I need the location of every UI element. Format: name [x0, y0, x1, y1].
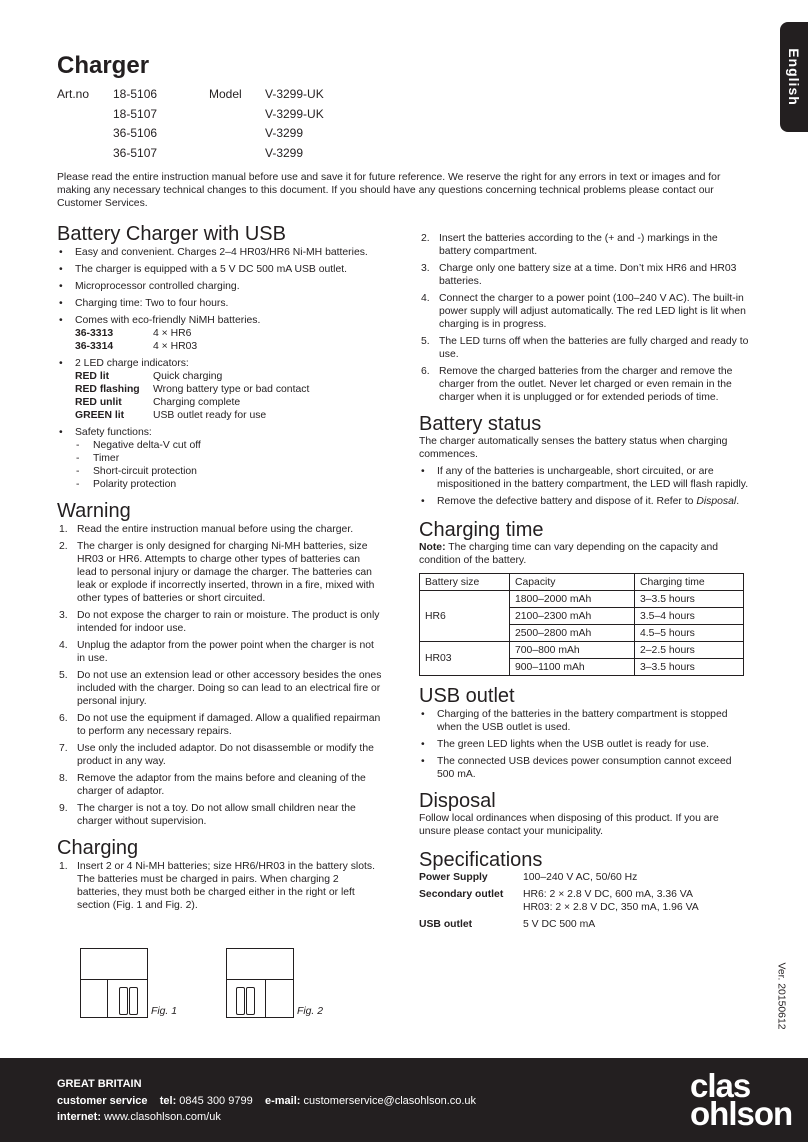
list-item: • Easy and convenient. Charges 2–4 HR03/HR6 Ni-MH batteries.	[57, 246, 382, 259]
safety-label: • Safety functions:	[75, 427, 152, 438]
left-column	[57, 223, 382, 916]
list-item: • Remove the defective battery and dispose of it. Refer to Disposal.	[419, 495, 749, 508]
website-link[interactable]: www.clasohlson.com/uk	[104, 1111, 221, 1123]
charging-time-heading: Charging time	[419, 519, 544, 541]
disposal-heading: Disposal	[419, 790, 496, 812]
specifications-list	[419, 871, 749, 931]
article-row	[57, 144, 324, 164]
art-no: 18-5107	[113, 106, 158, 121]
led-state: RED lit	[75, 371, 110, 382]
time-cell: 3.5–4 hours	[635, 608, 744, 625]
table-row	[420, 591, 744, 608]
eco-value: 4 × HR6	[153, 328, 192, 339]
customer-service-label: customer service	[57, 1095, 148, 1107]
list-item: - Timer	[57, 452, 382, 465]
column-header: Capacity	[510, 574, 635, 591]
battery-icon	[129, 987, 138, 1015]
spec-value: 5 V DC 500 mA	[523, 919, 596, 930]
capacity-cell: 2100–2300 mAh	[510, 608, 635, 625]
list-item: 1. Read the entire instruction manual before using the charger.	[59, 524, 354, 535]
charging-time-table	[419, 573, 744, 676]
time-cell: 4.5–5 hours	[635, 625, 744, 642]
list-item: 5. The LED turns off when the batteries are fully charged and ready to use.	[421, 336, 749, 360]
usb-outlet-heading: USB outlet	[419, 685, 515, 707]
table-row	[420, 642, 744, 659]
charging-time-note: Note: The charging time can vary depending on the capacity and condition of the battery.	[419, 542, 719, 566]
list-item: 6. Do not use the equipment if damaged. Allow a qualified repairman to perform any necessary repairs.	[59, 713, 381, 737]
art-no-label: Art.no	[57, 87, 90, 101]
art-no: 36-5106	[113, 126, 158, 140]
model-no: V-3299-UK	[265, 87, 324, 101]
article-row	[57, 124, 324, 144]
disposal-text: Follow local ordinances when disposing of this product. If you are unsure please contact your municipality.	[419, 813, 719, 837]
list-item: 4. Unplug the adaptor from the power point when the charger is not in use.	[59, 640, 374, 664]
logo-line-2: ohlson	[690, 1095, 793, 1132]
eco-art: 36-3314	[75, 341, 114, 352]
model-no: V-3299	[265, 126, 304, 140]
list-item: 4. Connect the charger to a power point (100–240 V AC). The built-in power supply will adjust automatically. The red LED light is lit when charging is in progress.	[421, 293, 746, 330]
email-label: e-mail:	[264, 1095, 301, 1107]
led-meaning: Charging complete	[153, 397, 241, 408]
list-item: 3. Charge only one battery size at a time. Don’t mix HR6 and HR03 batteries.	[421, 263, 737, 287]
led-state: RED unlit	[75, 397, 122, 408]
list-item: - Negative delta-V cut off	[57, 439, 382, 452]
list-item: 9. The charger is not a toy. Do not allow small children near the charger without supervision.	[59, 803, 356, 827]
capacity-cell: 700–800 mAh	[510, 642, 635, 659]
list-item: • The connected USB devices power consumption cannot exceed 500 mA.	[419, 755, 749, 781]
specifications-heading: Specifications	[419, 849, 543, 871]
eco-value: 4 × HR03	[153, 341, 198, 352]
list-item: - Short-circuit protection	[57, 465, 382, 478]
figure-1-charger	[80, 948, 148, 1018]
eco-art: 36-3313	[75, 328, 114, 339]
battery-status-text: The charger automatically senses the battery status when charging commences.	[419, 436, 728, 460]
eco-label: • Comes with eco-friendly NiMH batteries.	[75, 315, 261, 326]
footer	[0, 1058, 808, 1142]
battery-size-cell: HR6	[420, 591, 510, 642]
battery-icon	[236, 987, 245, 1015]
article-table	[57, 85, 324, 163]
list-item: 5. Do not use an extension lead or other accessory besides the ones included with the charger. Doing so can lead to an electrical fire or personal injury.	[59, 670, 382, 707]
capacity-cell: 900–1100 mAh	[510, 659, 635, 676]
spec-value: 100–240 V AC, 50/60 Hz	[523, 872, 638, 883]
led-meaning: Quick charging	[153, 371, 223, 382]
battery-status-heading: Battery status	[419, 413, 542, 435]
capacity-cell: 1800–2000 mAh	[510, 591, 635, 608]
article-row	[57, 105, 324, 125]
list-item: 3. Do not expose the charger to rain or moisture. The product is only intended for indoor use.	[59, 610, 380, 634]
list-item: • Charging of the batteries in the battery compartment is stopped when the USB outlet is used.	[419, 708, 749, 734]
list-item: • The charger is equipped with a 5 V DC 500 mA USB outlet.	[57, 263, 382, 276]
tel-link[interactable]: 0845 300 9799	[179, 1095, 253, 1107]
language-label: English	[786, 48, 802, 106]
spec-value: HR03: 2 × 2.8 V DC, 350 mA, 1.96 VA	[523, 902, 699, 913]
led-meaning: USB outlet ready for use	[153, 410, 267, 421]
table-header-row	[420, 574, 744, 591]
list-item: • Microprocessor controlled charging.	[57, 280, 382, 293]
internet-label: internet:	[57, 1111, 101, 1123]
footer-internet	[57, 1111, 221, 1123]
time-cell: 2–2.5 hours	[635, 642, 744, 659]
list-item: 2. The charger is only designed for charging Ni-MH batteries, size HR03 or HR6. Attempts to charge other types of batteries can lead to personal injury or damage the charger. The batteries can leak or explode if incorrectly inserted, thrown in a fire, mixed with other types of batteries or short circuited.	[59, 541, 375, 604]
spec-label: Secondary outlet	[419, 889, 504, 900]
time-cell: 3–3.5 hours	[635, 591, 744, 608]
list-item: 2. Insert the batteries according to the (+ and -) markings in the battery compartment.	[421, 233, 718, 257]
battery-charger-heading: Battery Charger with USB	[57, 223, 286, 245]
safety-list	[57, 439, 382, 491]
art-no: 18-5106	[113, 87, 158, 101]
model-label: Model	[209, 87, 242, 101]
version-label	[774, 958, 788, 1033]
article-row	[57, 85, 324, 105]
figure-2-charger	[226, 948, 294, 1018]
list-item: 1. Insert 2 or 4 Ni-MH batteries; size HR6/HR03 in the battery slots. The batteries must be charged in pairs. When charging 2 batteries, they must both be charged either in the right or left section (Fig. 1 and Fig. 2).	[59, 861, 375, 911]
column-header: Charging time	[635, 574, 744, 591]
list-item: • Charging time: Two to four hours.	[57, 297, 382, 310]
intro-text: Please read the entire instruction manual before use and save it for future reference. We reserve the right for any errors in text or images and for making any necessary technical changes to this document. If you should have any questions concerning technical problems please contact our Customer Services.	[57, 172, 721, 209]
list-item: 8. Remove the adaptor from the mains before and cleaning of the charger of adaptor.	[59, 773, 366, 797]
battery-status-list	[419, 465, 749, 508]
art-no: 36-5107	[113, 145, 158, 160]
spec-value: HR6: 2 × 2.8 V DC, 600 mA, 3.36 VA	[523, 889, 693, 900]
charging-list-continued	[419, 232, 749, 404]
led-state: RED flashing	[75, 384, 140, 395]
battery-icon	[119, 987, 128, 1015]
feature-list	[57, 246, 382, 439]
led-state: GREEN lit	[75, 410, 125, 421]
model-no: V-3299	[265, 145, 304, 160]
logo-line-1: clas	[690, 1067, 751, 1104]
warning-heading: Warning	[57, 500, 131, 522]
email-link[interactable]: customerservice@clasohlson.co.uk	[303, 1095, 477, 1107]
list-item: 7. Use only the included adaptor. Do not disassemble or modify the product in any way.	[59, 743, 374, 767]
footer-contact	[57, 1095, 476, 1107]
version-text: Ver. 20150612	[775, 961, 787, 1030]
figure-1-caption: Fig. 1	[151, 1006, 177, 1017]
list-item: • If any of the batteries is unchargeable, short circuited, or are mispositioned in the battery compartment, the LED will flash rapidly.	[419, 465, 749, 491]
time-cell: 3–3.5 hours	[635, 659, 744, 676]
usb-outlet-list	[419, 708, 749, 781]
charging-list	[57, 860, 382, 912]
battery-icon	[246, 987, 255, 1015]
charging-heading: Charging	[57, 837, 139, 859]
list-item: • The green LED lights when the USB outlet is ready for use.	[419, 738, 749, 751]
language-tab	[780, 22, 808, 132]
clas-ohlson-logo	[690, 1067, 793, 1132]
battery-size-cell: HR03	[420, 642, 510, 676]
right-column	[419, 232, 749, 931]
spec-label: Power Supply	[419, 872, 488, 883]
list-item: - Polarity protection	[57, 478, 382, 491]
warning-list	[57, 523, 382, 828]
led-label: • 2 LED charge indicators:	[75, 358, 189, 369]
list-item: 6. Remove the charged batteries from the charger and remove the charger from the outlet. Never let charged or even remain in the charger when it is unplugged or for extended periods of time.	[421, 366, 733, 403]
tel-label: tel:	[159, 1095, 177, 1107]
list-item	[57, 357, 382, 422]
figure-2-caption: Fig. 2	[297, 1006, 323, 1017]
column-header: Battery size	[420, 574, 510, 591]
model-no: V-3299-UK	[265, 106, 324, 121]
list-item	[57, 314, 382, 353]
spec-label: USB outlet	[419, 919, 473, 930]
footer-country: GREAT BRITAIN	[57, 1078, 142, 1090]
led-meaning: Wrong battery type or bad contact	[153, 384, 310, 395]
page-title: Charger	[57, 52, 150, 79]
list-item	[57, 426, 382, 439]
capacity-cell: 2500–2800 mAh	[510, 625, 635, 642]
